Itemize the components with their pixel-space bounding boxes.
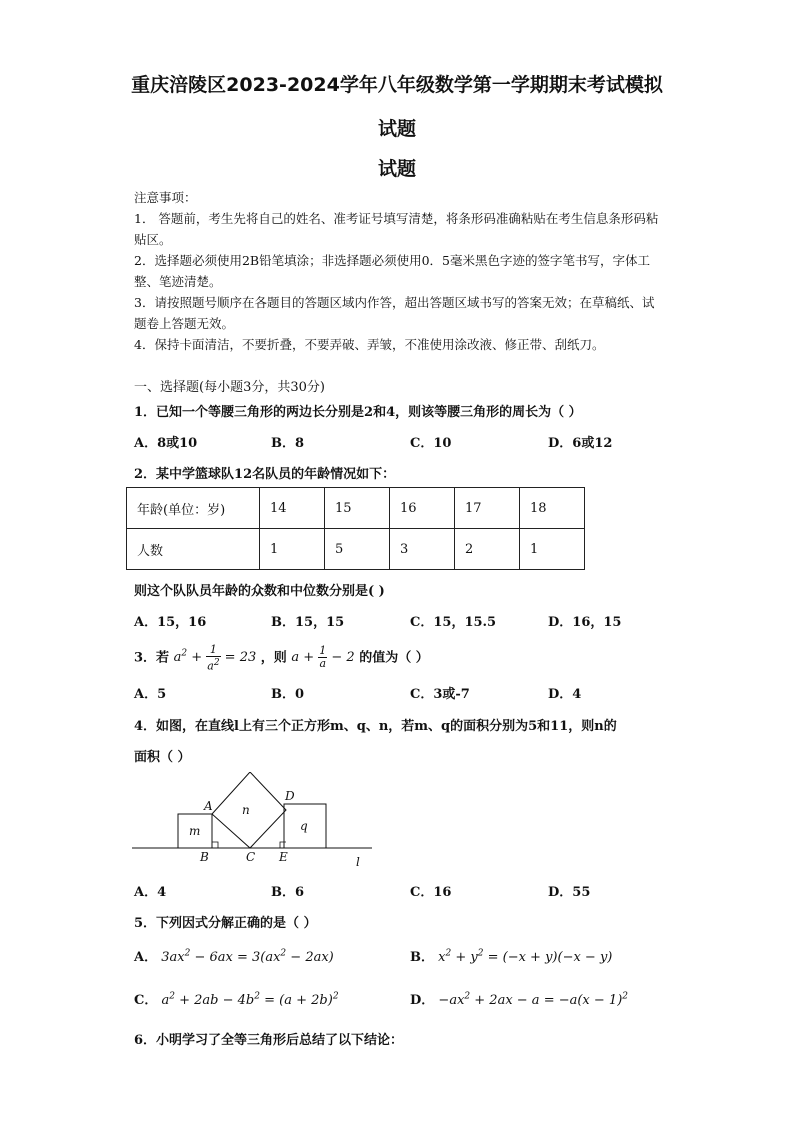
question-5-stem: 5．下列因式分解正确的是（ ） [134, 916, 317, 931]
notes-section [134, 187, 664, 355]
table-cell: 1 [260, 529, 325, 570]
question-3-options [134, 683, 664, 703]
label-l: l [356, 855, 360, 869]
option-d[interactable]: D．55 [548, 885, 591, 900]
option-d[interactable] [410, 989, 628, 1008]
option-a[interactable] [134, 946, 334, 965]
question-6-stem: 6．小明学习了全等三角形后总结了以下结论： [134, 1033, 404, 1048]
question-1-options [134, 432, 664, 452]
right-angle-e [280, 842, 286, 848]
option-d[interactable]: D．6或12 [548, 436, 613, 451]
question-4-options [134, 881, 664, 901]
table-cell: 15 [325, 488, 390, 529]
option-d[interactable]: D．4 [548, 687, 582, 702]
table-row [127, 488, 585, 529]
question-3-stem [134, 636, 664, 676]
option-b[interactable]: B．0 [271, 687, 305, 702]
option-b-formula: $x^2 + y^2 = (-x + y)(-x - y)$ [438, 948, 613, 965]
label-e: E [279, 850, 288, 864]
exam-title-line3: 试题 [377, 158, 416, 180]
label-m: m [189, 824, 201, 838]
option-b[interactable]: B．15，15 [271, 615, 345, 630]
table-cell: 年龄(单位：岁) [127, 488, 260, 529]
question-1-stem: 1．已知一个等腰三角形的两边长分别是2和4，则该等腰三角形的周长为（ ） [134, 405, 582, 420]
question-2-followup: 则这个队队员年龄的众数和中位数分别是( ) [134, 584, 385, 599]
right-angle-b [212, 842, 218, 848]
option-a[interactable]: A．5 [134, 687, 167, 702]
question-2-options [134, 611, 664, 631]
option-d[interactable]: D．16，15 [548, 615, 622, 630]
table-cell: 1 [520, 529, 585, 570]
option-a[interactable]: A．4 [134, 885, 167, 900]
expression-asked: a + $\frac{1}{a}$ − 2 [291, 644, 355, 671]
note-item: 3．请按照题号顺序在各题目的答题区域内作答，超出答题区域书写的答案无效；在草稿纸、试题卷上答题无效。 [134, 295, 655, 331]
label-c: C [246, 850, 256, 864]
note-item: 4．保持卡面清洁，不要折叠，不要弄破、弄皱，不准使用涂改液、修正带、刮纸刀。 [134, 337, 605, 352]
equation-given: $a^2$ + $\frac{1}{a^2}$ = 23 [173, 642, 257, 673]
table-row [127, 529, 585, 570]
table-cell: 人数 [127, 529, 260, 570]
option-b[interactable]: B．8 [271, 436, 305, 451]
option-label: B． [410, 950, 434, 965]
note-item: 1． 答题前，考生先将自己的姓名、准考证号填写清楚，将条形码准确粘贴在考生信息条形码粘贴区。 [134, 211, 659, 247]
option-c[interactable]: C．10 [410, 436, 452, 451]
table-cell: 18 [520, 488, 585, 529]
question-4-stem: 4．如图，在直线l上有三个正方形m、q、n，若m、q的面积分别为5和11，则n的 [134, 719, 617, 734]
note-item: 2．选择题必须使用2B铅笔填涂；非选择题必须使用0．5毫米黑色字迹的签字笔书写，字体工整、笔迹清楚。 [134, 253, 650, 289]
table-cell: 3 [390, 529, 455, 570]
label-b: B [200, 850, 209, 864]
option-c-formula: $a^2 + 2ab - 4b^2 = (a + 2b)^2$ [161, 991, 339, 1008]
option-c[interactable]: C．16 [410, 885, 452, 900]
label-d: D [285, 789, 295, 803]
table-cell: 17 [455, 488, 520, 529]
label-q: q [300, 819, 308, 833]
option-label: C． [134, 993, 158, 1008]
q3-prefix: 3．若 [134, 650, 170, 666]
question-2-stem: 2．某中学篮球队12名队员的年龄情况如下： [134, 467, 396, 482]
age-table [126, 487, 585, 570]
option-c[interactable] [134, 989, 339, 1008]
option-a[interactable]: A．8或10 [134, 436, 198, 451]
option-d-formula: $-ax^2 + 2ax - a = -a(x - 1)^2$ [438, 991, 628, 1008]
q3-mid: ，则 [260, 650, 287, 666]
table-cell: 16 [390, 488, 455, 529]
question-4-stem-line2: 面积（ ） [134, 750, 191, 765]
option-a-formula: $3ax^2 - 6ax = 3(ax^2 - 2ax)$ [161, 948, 334, 965]
option-label: D． [410, 993, 435, 1008]
label-n: n [242, 803, 250, 817]
option-c[interactable]: C．15，15.5 [410, 615, 497, 630]
table-cell: 5 [325, 529, 390, 570]
option-c[interactable]: C．3或-7 [410, 687, 470, 702]
exam-title: 重庆涪陵区2023-2024学年八年级数学第一学期期末考试模拟 [131, 74, 663, 96]
squares-figure [132, 772, 382, 872]
option-label: A． [134, 950, 158, 965]
option-b[interactable] [410, 946, 612, 965]
q3-suffix: 的值为（ ） [359, 650, 429, 666]
notes-heading: 注意事项： [134, 190, 197, 205]
option-a[interactable]: A．15，16 [134, 615, 207, 630]
exam-title-line2: 试题 [377, 118, 416, 140]
table-cell: 14 [260, 488, 325, 529]
table-cell: 2 [455, 529, 520, 570]
label-a: A [204, 799, 213, 813]
option-b[interactable]: B．6 [271, 885, 305, 900]
section-heading: 一、选择题(每小题3分，共30分) [134, 380, 325, 395]
